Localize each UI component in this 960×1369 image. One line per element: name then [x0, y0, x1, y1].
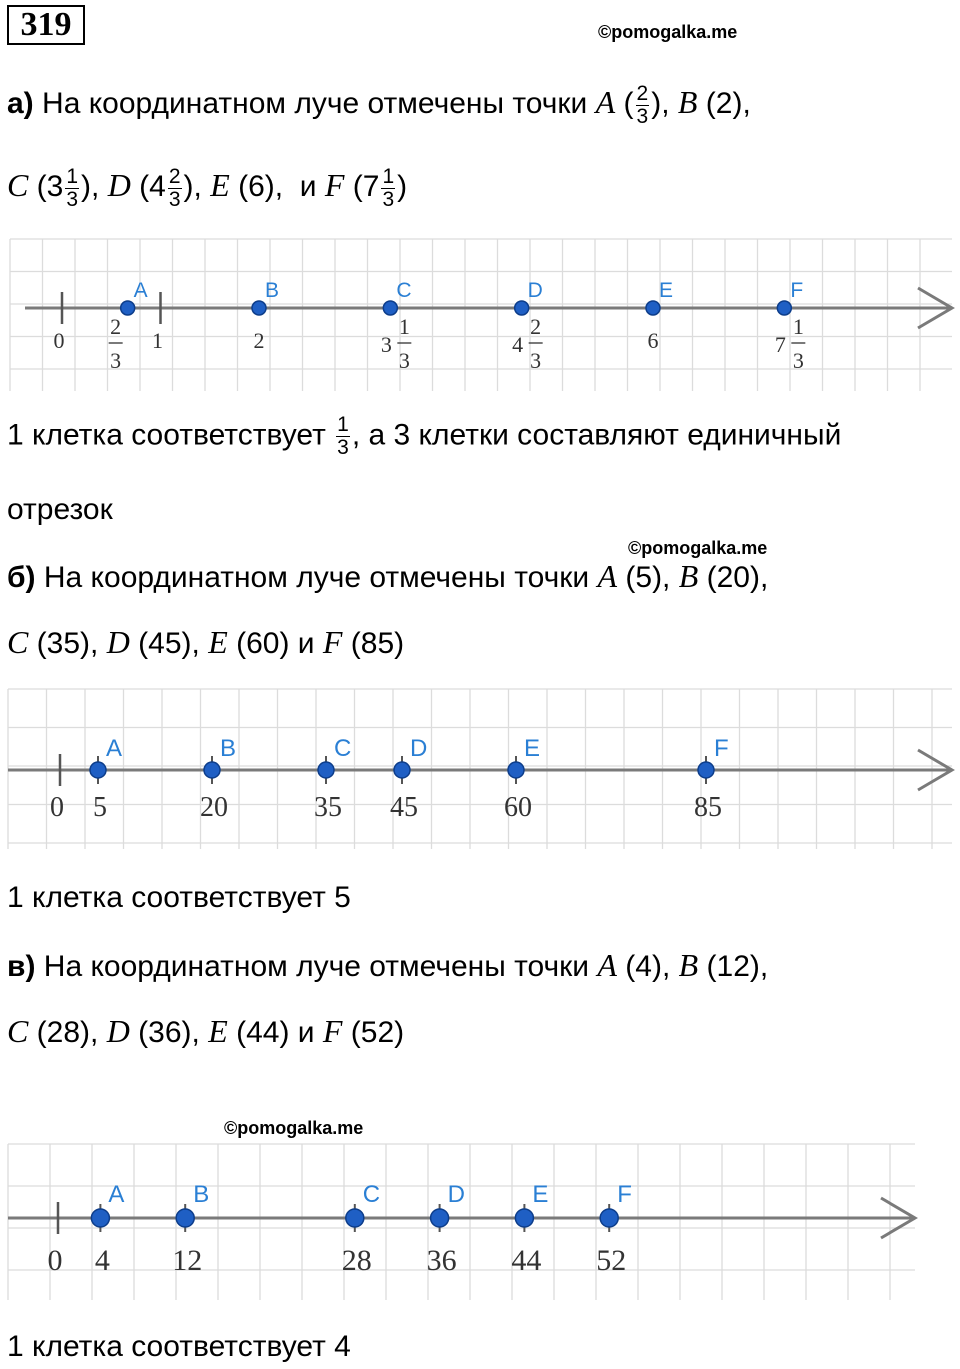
point-name-label: A	[108, 1181, 125, 1208]
point-value-denominator: 3	[398, 348, 410, 373]
point-value-label: 20	[200, 792, 228, 823]
watermark-bottom: ©pomogalka.me	[224, 1118, 364, 1138]
part-b-point-c: C (35),	[7, 624, 99, 660]
part-a-note-line-2: отрезок	[7, 493, 113, 526]
point-marker	[431, 1209, 449, 1227]
part-c-point-d: D (36),	[106, 1013, 200, 1049]
part-b-marker: б)	[7, 561, 36, 594]
point-value-label: 4	[94, 1244, 110, 1277]
point-marker	[777, 301, 791, 315]
point-value-label: 12	[172, 1244, 203, 1277]
point-name-label: B	[220, 735, 237, 762]
part-c-line-2	[7, 1011, 404, 1053]
part-b-point-e: E (60)	[208, 624, 290, 660]
point-name-label: C	[334, 735, 352, 762]
point-value-numerator: 2	[530, 314, 542, 339]
part-a-point-d: D (4 $\frac{2}{3}$ ),	[107, 164, 202, 211]
point-name-label: F	[790, 279, 804, 302]
tick-label: 0	[47, 1244, 63, 1277]
point-value-label: 2	[253, 328, 265, 353]
problem-number: 319	[7, 5, 85, 45]
part-a-point-b: B (2),	[677, 84, 751, 120]
point-marker	[515, 301, 529, 315]
point-name-label: F	[617, 1181, 632, 1208]
point-value-denominator: 3	[530, 348, 542, 373]
number-line-a	[0, 235, 960, 395]
part-a-note-fraction: $\frac{1}{3}$	[337, 413, 349, 459]
watermark-middle: ©pomogalka.me	[628, 538, 768, 558]
point-name-label: C	[396, 279, 412, 302]
part-b-point-f: F (85)	[322, 624, 405, 660]
point-value-whole: 7	[774, 332, 786, 357]
point-value-label: 44	[511, 1244, 542, 1277]
point-marker	[508, 762, 524, 778]
part-c-point-b: B (12),	[678, 947, 769, 983]
part-a-line-2	[7, 165, 407, 211]
part-b-point-a: A (5),	[597, 558, 671, 594]
point-value-label: 52	[596, 1244, 627, 1277]
part-c-note: 1 клетка соответствует 4	[7, 1330, 351, 1363]
point-value-denominator: 3	[792, 348, 804, 373]
part-a-point-a: A ( $\frac{2}{3}$ ),	[595, 81, 670, 128]
point-name-label: E	[524, 735, 541, 762]
point-marker	[176, 1209, 194, 1227]
number-line-b	[0, 683, 960, 853]
point-value-label: 60	[504, 792, 532, 823]
point-name-label: D	[447, 1181, 465, 1208]
point-name-label: B	[193, 1181, 210, 1208]
point-value-label: 45	[390, 792, 418, 823]
point-marker	[515, 1209, 533, 1227]
point-value-label: 36	[426, 1244, 457, 1277]
part-a-note	[7, 414, 841, 459]
point-value-numerator: 2	[110, 314, 122, 339]
part-c-intro: На координатном луче отмечены точки	[43, 950, 590, 983]
point-name-label: E	[532, 1181, 549, 1208]
part-a-intro: На координатном луче отмечены точки	[42, 87, 588, 120]
part-a-conj: и	[299, 170, 317, 203]
tick-label: 0	[53, 328, 65, 353]
part-a-point-f: F (7 $\frac{1}{3}$ )	[324, 164, 408, 211]
grid	[10, 239, 952, 391]
part-a-marker: а)	[7, 87, 34, 120]
point-marker	[318, 762, 334, 778]
part-a-note-end: , а 3 клетки составляют единичный	[351, 418, 842, 452]
point-marker	[394, 762, 410, 778]
point-marker	[383, 301, 397, 315]
point-name-label: E	[659, 279, 674, 302]
part-b-conj: и	[297, 627, 315, 660]
part-c-marker: в)	[7, 950, 36, 983]
point-value-label: 5	[93, 792, 107, 823]
part-c-line-1	[7, 945, 768, 987]
point-value-whole: 3	[380, 332, 392, 357]
tick-label: 1	[152, 328, 163, 353]
point-value-label: 35	[314, 792, 342, 823]
point-name-label: C	[362, 1181, 381, 1208]
part-b-point-b: B (20),	[678, 558, 769, 594]
point-name-label: B	[265, 279, 280, 302]
part-a-point-c: C (3 $\frac{1}{3}$ ),	[7, 164, 100, 211]
point-value-label: 85	[694, 792, 722, 823]
part-b-point-d: D (45),	[106, 624, 200, 660]
point-marker	[698, 762, 714, 778]
point-marker	[121, 301, 135, 315]
part-a-point-e: E (6),	[210, 167, 284, 203]
part-a-line-1	[7, 82, 751, 128]
number-line-c	[0, 1140, 960, 1305]
point-name-label: D	[527, 279, 543, 302]
part-c-point-c: C (28),	[7, 1013, 99, 1049]
point-name-label: A	[106, 735, 123, 762]
part-c-conj: и	[297, 1016, 315, 1049]
point-marker	[646, 301, 660, 315]
part-b-line-2	[7, 622, 404, 664]
point-value-numerator: 1	[792, 314, 804, 339]
point-marker	[346, 1209, 364, 1227]
part-b-note: 1 клетка соответствует 5	[7, 881, 351, 914]
point-name-label: D	[410, 735, 428, 762]
point-marker	[91, 1209, 109, 1227]
part-c-point-a: A (4),	[597, 947, 671, 983]
grid	[8, 1144, 915, 1300]
part-b-intro: На координатном луче отмечены точки	[43, 561, 590, 594]
point-marker	[204, 762, 220, 778]
point-name-label: A	[133, 279, 148, 302]
watermark-top: ©pomogalka.me	[598, 22, 738, 42]
part-a-note-start: 1 клетка соответствует	[7, 418, 326, 452]
part-b-line-1	[7, 556, 768, 598]
point-marker	[600, 1209, 618, 1227]
point-value-denominator: 3	[110, 348, 122, 373]
point-value-whole: 4	[512, 332, 524, 357]
point-marker	[90, 762, 106, 778]
tick-label: 0	[50, 792, 64, 823]
point-name-label: F	[714, 735, 729, 762]
part-c-point-e: E (44)	[208, 1013, 290, 1049]
point-value-label: 28	[341, 1244, 372, 1277]
point-marker	[252, 301, 266, 315]
part-c-point-f: F (52)	[322, 1013, 405, 1049]
point-value-label: 6	[647, 328, 659, 353]
point-value-numerator: 1	[398, 314, 410, 339]
